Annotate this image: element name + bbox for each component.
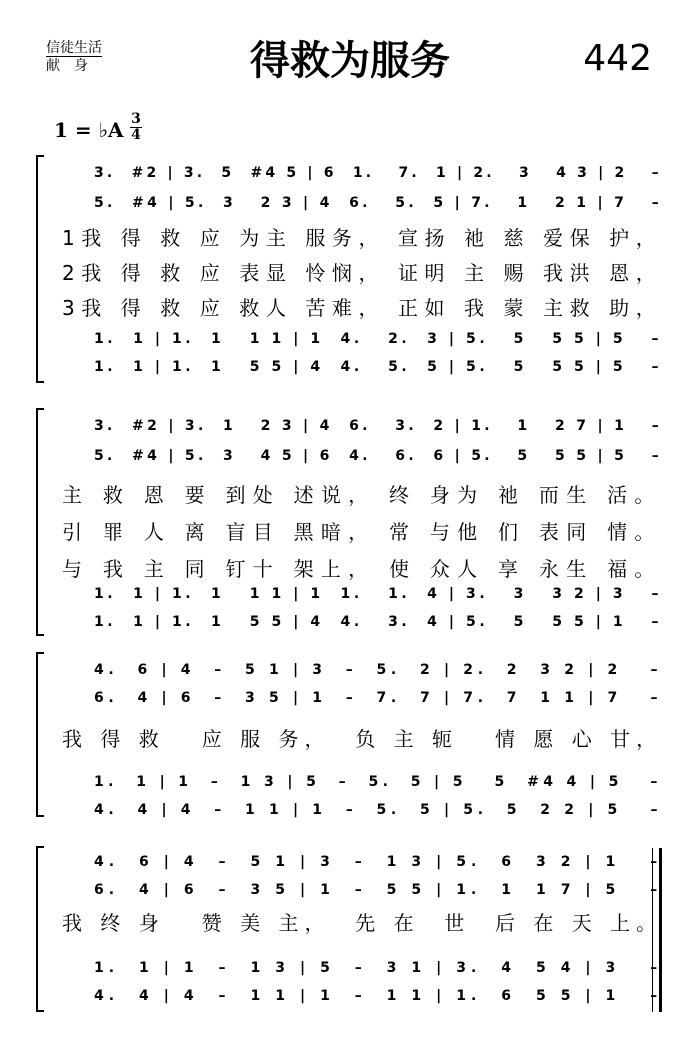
lyric-verse-1: 1我 得 救 应 为主 服务， 宣扬 祂 慈 爱保 护， (62, 226, 663, 250)
lyric-verse-1: 我 得 救 应 服 务， 负 主 轭 情 愿 心 甘， (62, 727, 663, 751)
alto-notes: 5. #4 | 5. 3 4 5 | 6 4. 6. 6 | 5. 5 5 5 | 5 – (94, 448, 663, 464)
alto-line (94, 686, 666, 710)
time-top: 3 (131, 111, 141, 127)
score-system-2 (36, 408, 666, 636)
lyric-verse-2: 引 罪 人 离 盲目 黑暗， 常 与他 们 表同 情。 (62, 520, 662, 544)
bass-line (94, 610, 666, 634)
soprano-notes: 4. 6 | 4 – 5 1 | 3 – 1 3 | 5. 6 3 2 | 1 – (94, 854, 663, 870)
hymn-number: 442 (583, 38, 652, 79)
final-barline (652, 848, 662, 1012)
time-signature (130, 112, 142, 143)
lyric-verse-1: 我 终 身 赞 美 主， 先 在 世 后 在 天 上。 (62, 911, 663, 935)
category-line1: 信徒生活 (46, 40, 102, 56)
soprano-line (94, 658, 666, 682)
lyric-verse-3: 与 我 主 同 钉十 架上， 使 众人 享 永生 福。 (62, 557, 662, 581)
alto-notes: 6. 4 | 6 – 3 5 | 1 – 7. 7 | 7. 7 1 1 | 7 – (94, 690, 663, 706)
category-line2: 献身 (46, 58, 102, 74)
tenor-line (94, 327, 666, 351)
tenor-notes: 1. 1 | 1 – 1 3 | 5 – 5. 5 | 5 5 #4 4 | 5 – (94, 774, 662, 790)
bass-notes: 1. 1 | 1. 1 5 5 | 4 4. 3. 4 | 5. 5 5 5 | 1 – (94, 614, 663, 630)
soprano-notes: 3. #2 | 3. 5 #4 5 | 6 1. 7. 1 | 2. 3 4 3 | 2 – (94, 165, 662, 181)
score-system-4 (36, 846, 666, 1012)
lyric-verse-2: 2我 得 救 应 表显 怜悯， 证明 主 赐 我洪 恩， (62, 261, 663, 285)
hymn-title: 得救为服务 (250, 38, 450, 84)
score-system-3 (36, 652, 666, 817)
alto-line (94, 444, 666, 468)
system-bracket (36, 846, 44, 1012)
bass-notes: 1. 1 | 1. 1 5 5 | 4 4. 5. 5 | 5. 5 5 5 | 5 – (94, 359, 663, 375)
bass-line (94, 355, 666, 379)
alto-notes: 5. #4 | 5. 3 2 3 | 4 6. 5. 5 | 7. 1 2 1 | 7 – (94, 195, 663, 211)
lyric-verse-3: 3我 得 救 应 救人 苦难， 正如 我 蒙 主救 助， (62, 296, 663, 320)
score-system-1 (36, 155, 666, 383)
tenor-notes: 1. 1 | 1. 1 1 1 | 1 4. 2. 3 | 5. 5 5 5 | 5 – (94, 331, 663, 347)
soprano-line (94, 414, 666, 438)
soprano-line (94, 850, 666, 874)
soprano-notes: 4. 6 | 4 – 5 1 | 3 – 5. 2 | 2. 2 3 2 | 2 – (94, 662, 663, 678)
soprano-line (94, 161, 666, 185)
tenor-notes: 1. 1 | 1. 1 1 1 | 1 1. 1. 4 | 3. 3 3 2 | 3 – (94, 586, 663, 602)
key-signature: 1 = ♭A (54, 118, 124, 142)
soprano-notes: 3. #2 | 3. 1 2 3 | 4 6. 3. 2 | 1. 1 2 7 | 1 – (94, 418, 663, 434)
system-bracket (36, 408, 44, 636)
bass-notes: 4. 4 | 4 – 1 1 | 1 – 1 1 | 1. 6 5 5 | 1 – (94, 988, 663, 1004)
alto-line (94, 191, 666, 215)
tenor-line (94, 770, 666, 794)
bass-line (94, 798, 666, 822)
lyric-verse-1: 主 救 恩 要 到处 述说， 终 身为 祂 而生 活。 (62, 483, 662, 507)
time-bottom: 4 (131, 127, 141, 143)
tenor-notes: 1. 1 | 1 – 1 3 | 5 – 3 1 | 3. 4 5 4 | 3 – (94, 960, 663, 976)
bass-notes: 4. 4 | 4 – 1 1 | 1 – 5. 5 | 5. 5 2 2 | 5 – (94, 802, 663, 818)
alto-notes: 6. 4 | 6 – 3 5 | 1 – 5 5 | 1. 1 1 7 | 5 – (94, 882, 663, 898)
bass-line (94, 984, 666, 1008)
alto-line (94, 878, 666, 902)
system-bracket (36, 155, 44, 383)
system-bracket (36, 652, 44, 817)
tenor-line (94, 582, 666, 606)
tenor-line (94, 956, 666, 980)
